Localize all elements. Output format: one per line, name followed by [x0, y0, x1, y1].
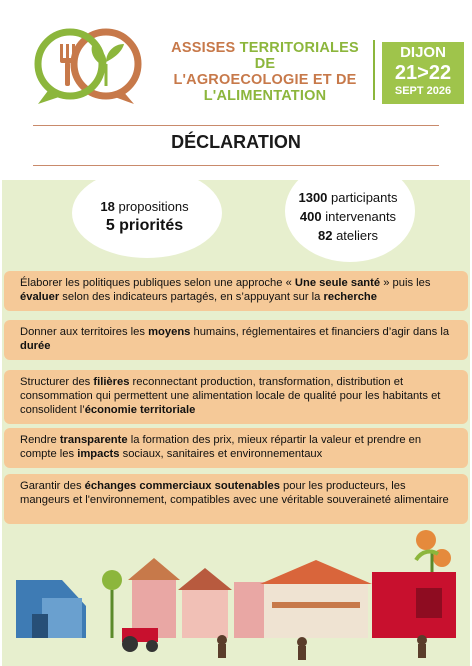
item-text: Élaborer les politiques publiques selon une approche «: [20, 277, 295, 289]
stat-number: 1300: [298, 190, 328, 205]
stat-number: 400: [299, 209, 322, 224]
emphasis-text: recherche: [323, 291, 377, 303]
title-part: ASSISES: [171, 40, 240, 56]
stat-label: intervenants: [321, 209, 397, 224]
event-title: [160, 40, 370, 104]
emphasis-text: économie territoriale: [84, 404, 196, 416]
stats-left: [72, 198, 217, 237]
title-part: L'ALIMENTATION: [203, 88, 327, 104]
item-text: » puis les: [380, 277, 431, 289]
emphasis-text: filières: [93, 376, 130, 388]
stats-right: [283, 188, 413, 245]
emphasis-text: moyens: [148, 326, 191, 338]
priority-item: [4, 271, 468, 311]
item-text: selon des indicateurs partagés, en s’appuyant sur la: [59, 291, 324, 303]
title-part: ET DE: [308, 72, 357, 88]
village-illustration: [2, 510, 470, 666]
item-text: Rendre: [20, 434, 60, 446]
stat-number: 82: [318, 228, 333, 243]
date-city: DIJON: [400, 44, 446, 61]
date-badge: [382, 42, 464, 104]
stat-number: 18: [100, 199, 115, 214]
stat-priorites: 5 priorités: [105, 217, 184, 234]
emphasis-text: échanges commerciaux soutenables: [84, 480, 280, 492]
page-title: DÉCLARATION: [171, 132, 301, 152]
logo-speech-bubbles-icon: [30, 24, 146, 110]
stat-label: propositions: [114, 199, 189, 214]
item-text: la formation des prix, mieux répartir la valeur et prendre en compte les: [20, 434, 422, 460]
divider-bottom: [33, 165, 439, 166]
emphasis-text: Une seule santé: [294, 277, 381, 289]
vertical-divider: [373, 40, 375, 100]
emphasis-text: impacts: [77, 448, 120, 460]
stat-ateliers: [283, 226, 413, 245]
emphasis-text: transparente: [59, 434, 128, 446]
item-text: sociaux, sanitaires et environnementaux: [119, 448, 323, 460]
item-text: pour les producteurs, les mangeurs et l'environnement, compatibles avec une véritable souveraineté alimentaire: [20, 480, 449, 506]
stat-label: participants: [327, 190, 398, 205]
item-text: reconnectant production, transformation, distribution et consommation qui permettent une alimentation locale de qualité pour les habitants et consolident l’: [20, 376, 441, 416]
item-text: Donner aux territoires les: [20, 326, 149, 338]
priority-item: [4, 320, 468, 360]
date-month: SEPT 2026: [394, 85, 452, 97]
emphasis-text: durée: [20, 340, 51, 352]
title-part: L'AGROECOLOGIE: [173, 72, 309, 88]
emphasis-text: évaluer: [20, 291, 60, 303]
stat-propositions: [72, 198, 217, 215]
title-part: TERRITORIALES DE: [239, 40, 359, 72]
header: [0, 0, 472, 118]
stat-participants: [283, 188, 413, 207]
item-text: Garantir des: [20, 480, 85, 492]
item-text: humains, réglementaires et financiers d’agir dans la: [190, 326, 450, 338]
priority-item: [4, 428, 468, 468]
divider-top: [33, 125, 439, 126]
date-days: 21>22: [394, 62, 452, 84]
stat-label: ateliers: [332, 228, 378, 243]
priority-item: [4, 370, 468, 424]
stat-intervenants: [283, 207, 413, 226]
item-text: Structurer des: [20, 376, 94, 388]
